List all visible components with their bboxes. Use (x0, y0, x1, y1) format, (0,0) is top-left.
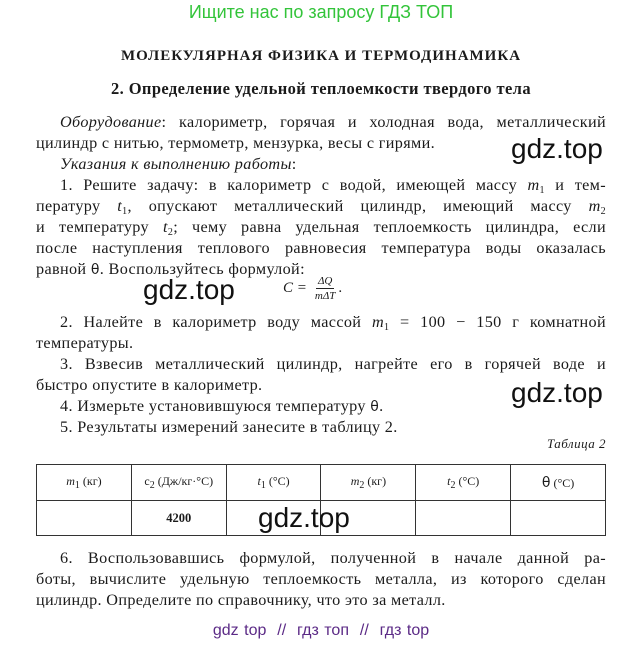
cell-theta (511, 501, 606, 536)
formula-lhs: C = (283, 280, 307, 296)
watermark: gdz.top (511, 133, 603, 164)
step2-line-1: 2. Налейте в калориметр воду массой $m_1 = 100 - 150$ г комнатной (60, 313, 607, 333)
step1-line-4: после наступления теплового равновесия температура воды оказалась (36, 239, 606, 257)
cell-t2 (416, 501, 511, 536)
step1-line-2: пературу $t_1$, опускают металлический цилиндр, имеющий массу $m_2$ (36, 197, 606, 217)
header-t1: $t_1$ (°С) (226, 465, 321, 501)
header-theta: θ (°С) (511, 465, 606, 501)
footer-links (0, 622, 642, 640)
formula-fraction (315, 275, 336, 302)
equipment-line-2: цилиндр с нитью, термометр, мензурка, весы с гирями. (36, 134, 436, 152)
step3-line-2: быстро опустите в калориметр. (36, 376, 263, 394)
step1-line-1: 1. Решите задачу: в калориметр с водой, имеющей массу $m_1$ и тем- (60, 176, 606, 196)
step1-line-5: равной θ. Воспользуйтесь формулой: (36, 260, 305, 278)
cell-c2: 4200 (131, 501, 226, 536)
step3-line-1: 3. Взвесив металлический цилиндр, нагрейте его в горячей воде и (60, 355, 606, 373)
chapter-title: МОЛЕКУЛЯРНАЯ ФИЗИКА И ТЕРМОДИНАМИКА (120, 48, 522, 64)
header-c2: $c_2$ (Дж/кг·°С) (131, 465, 226, 501)
equipment-label: Оборудование (60, 113, 162, 131)
step4: 4. Измерьте установившуюся температуру θ. (60, 397, 384, 415)
header-t2: $t_2$ (°С) (416, 465, 511, 501)
header-m1: $m_1$ (кг) (37, 465, 132, 501)
watermark: gdz.top (258, 502, 350, 533)
search-banner: Ищите нас по запросу ГДЗ ТОП (188, 2, 454, 22)
lab-title: 2. Определение удельной теплоемкости твердого тела (111, 79, 531, 98)
cell-m1 (37, 501, 132, 536)
formula-numerator: ΔQ (317, 275, 333, 287)
formula-denominator: mΔT (314, 290, 336, 302)
heat-capacity-formula (283, 275, 342, 302)
steps-2-5 (36, 312, 606, 438)
table-caption: Таблица 2 (546, 436, 606, 451)
table-header-row (37, 465, 606, 501)
instructions-heading: Указания к выполнению работы: (60, 155, 297, 173)
step1-line-3: и температуру $t_2$; чему равна удельная теплоемкость цилиндра, если (36, 218, 606, 238)
watermark: gdz.top (511, 377, 603, 408)
step6-line-2: боты, вычислите удельную теплоемкость металла, из которого сделан (36, 570, 606, 588)
equipment-line-1: Оборудование: калориметр, горячая и холодная вода, металлический (60, 113, 606, 131)
step2-line-2: температуры. (36, 334, 134, 352)
step6 (36, 548, 606, 611)
footer-text: gdz top // гдз топ // гдз top (212, 622, 430, 639)
header-m2: $m_2$ (кг) (321, 465, 416, 501)
formula-tail: . (338, 280, 343, 296)
step6-line-3: цилиндр. Определите по справочнику, что это за металл. (36, 591, 446, 609)
step6-line-1: 6. Воспользовавшись формулой, полученной в начале данной ра- (60, 549, 606, 567)
step5: 5. Результаты измерений занесите в таблицу 2. (60, 418, 398, 436)
watermark: gdz.top (143, 274, 235, 305)
